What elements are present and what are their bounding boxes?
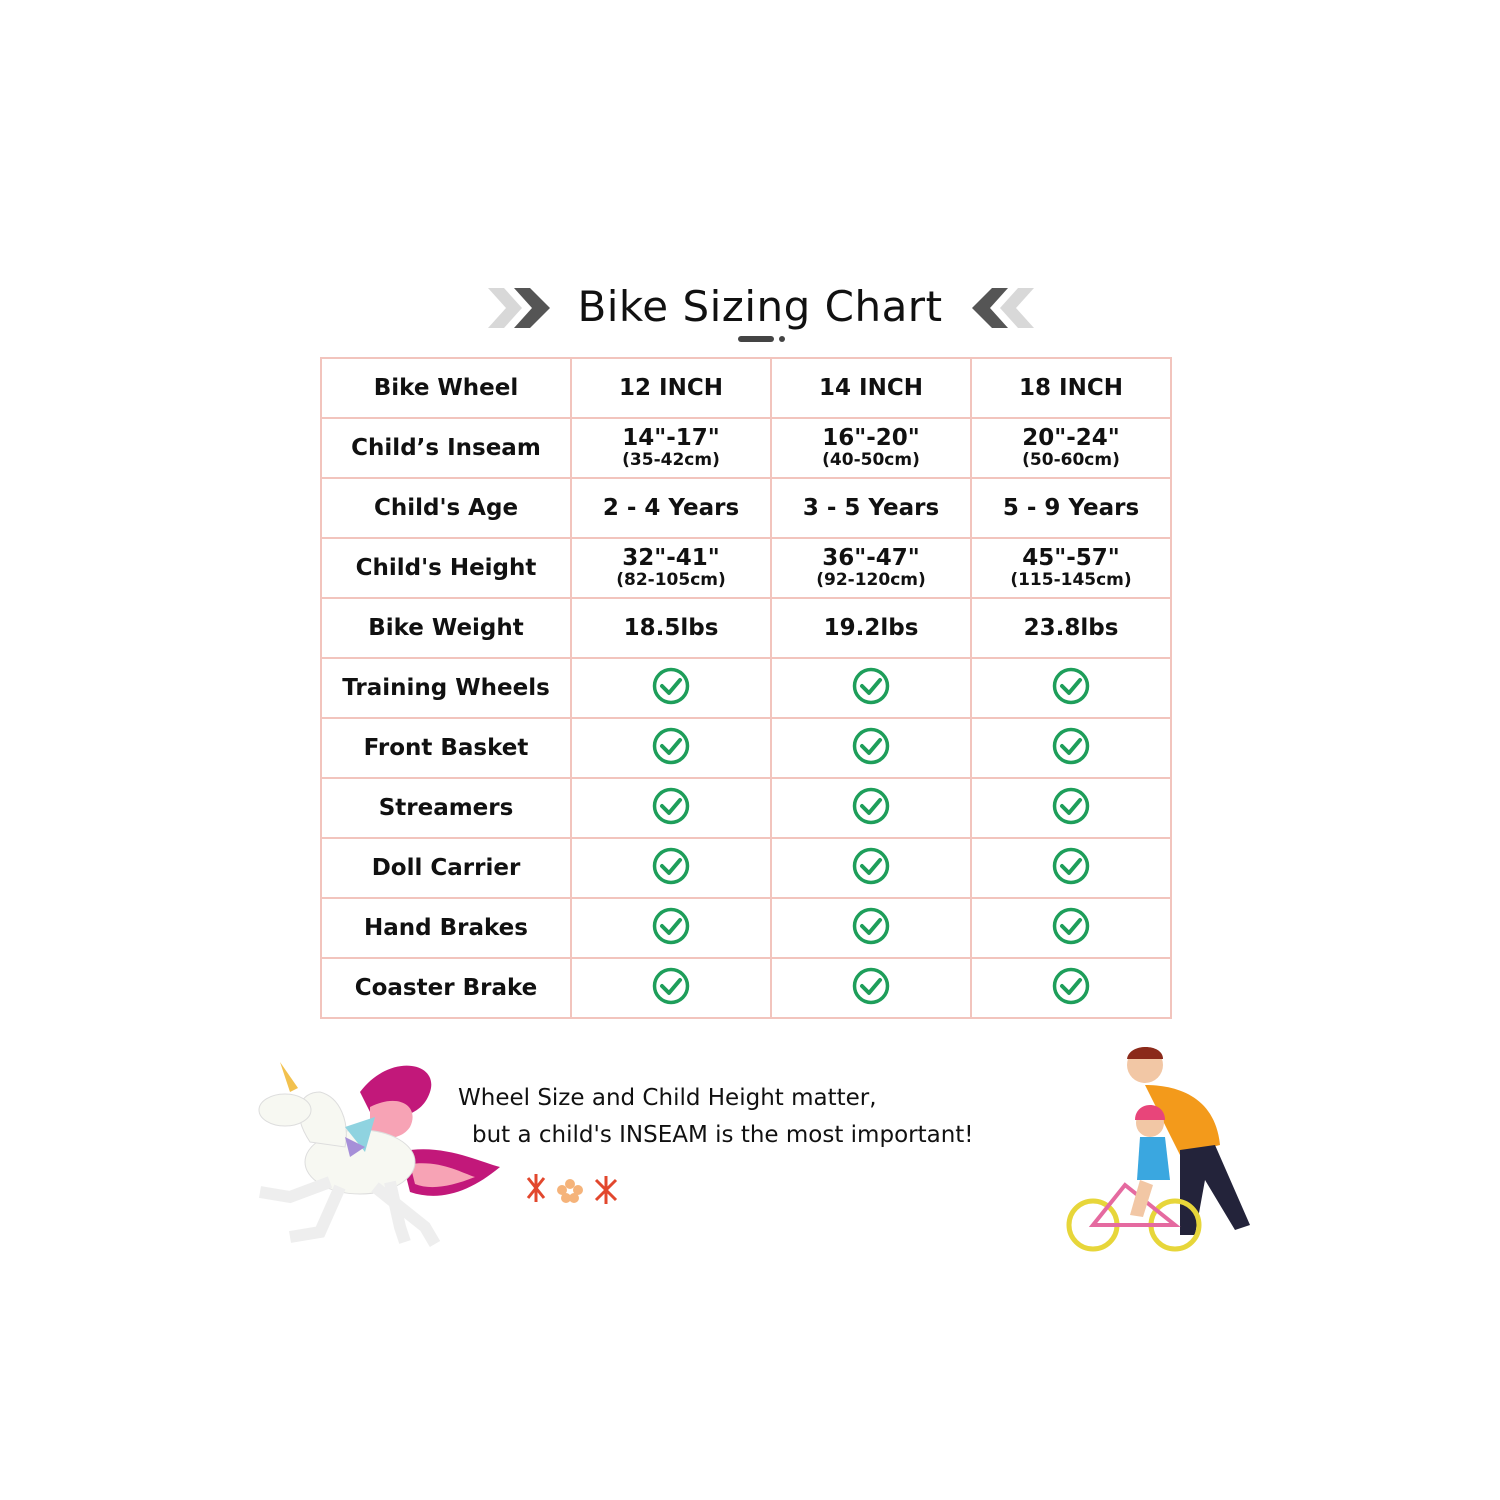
- chevrons-right-icon: [488, 286, 554, 330]
- cell-value: 3 - 5 Years: [802, 494, 940, 521]
- table-row: [321, 778, 1171, 838]
- row-label: Child’s Inseam: [321, 418, 571, 478]
- check-cell: [771, 838, 971, 898]
- cell-value: 18 INCH: [1019, 374, 1123, 401]
- check-cell: [571, 958, 771, 1018]
- value-cell: [771, 418, 971, 478]
- check-circle-icon: [851, 926, 891, 952]
- cell-metric-value: (35-42cm): [622, 450, 720, 470]
- cell-metric-value: (82-105cm): [616, 570, 726, 590]
- value-cell: [571, 598, 771, 658]
- chevrons-left-icon: [968, 286, 1034, 330]
- check-cell: [571, 778, 771, 838]
- note-line-1: Wheel Size and Child Height matter,: [458, 1085, 877, 1111]
- check-circle-icon: [1051, 686, 1091, 712]
- check-cell: [771, 898, 971, 958]
- table-row: [321, 658, 1171, 718]
- cell-metric-value: (92-120cm): [816, 570, 926, 590]
- check-circle-icon: [851, 686, 891, 712]
- row-label: Bike Wheel: [321, 358, 571, 418]
- row-label: Doll Carrier: [321, 838, 571, 898]
- check-circle-icon: [651, 926, 691, 952]
- check-cell: [771, 778, 971, 838]
- check-circle-icon: [651, 686, 691, 712]
- check-circle-icon: [1051, 746, 1091, 772]
- row-label: Front Basket: [321, 718, 571, 778]
- cell-value: 20"-24": [1022, 425, 1120, 451]
- row-label: Child's Height: [321, 538, 571, 598]
- check-circle-icon: [851, 866, 891, 892]
- value-cell: [971, 478, 1171, 538]
- check-circle-icon: [651, 746, 691, 772]
- cell-value: 12 INCH: [619, 374, 723, 401]
- cell-metric-value: (115-145cm): [1010, 570, 1132, 590]
- row-label: Bike Weight: [321, 598, 571, 658]
- cell-value: 16"-20": [822, 425, 920, 451]
- table-row: [321, 598, 1171, 658]
- check-cell: [771, 958, 971, 1018]
- cell-value: 36"-47": [822, 545, 920, 571]
- row-label: Training Wheels: [321, 658, 571, 718]
- table-row: [321, 478, 1171, 538]
- unicorn-illustration: [250, 1052, 505, 1252]
- cell-metric-value: (50-60cm): [1022, 450, 1120, 470]
- value-cell: [971, 598, 1171, 658]
- flowers-decoration: [520, 1172, 625, 1206]
- table-row: [321, 538, 1171, 598]
- cell-value: 5 - 9 Years: [1002, 494, 1140, 521]
- cell-value: 19.2lbs: [823, 614, 919, 641]
- table-row: [321, 358, 1171, 418]
- table-row: [321, 958, 1171, 1018]
- cell-value: 23.8lbs: [1023, 614, 1119, 641]
- check-cell: [971, 778, 1171, 838]
- check-cell: [971, 658, 1171, 718]
- row-label: Streamers: [321, 778, 571, 838]
- table-row: [321, 418, 1171, 478]
- table-row: [321, 898, 1171, 958]
- cell-value: 32"-41": [622, 545, 720, 571]
- check-circle-icon: [1051, 866, 1091, 892]
- check-circle-icon: [651, 986, 691, 1012]
- cell-metric-value: (40-50cm): [822, 450, 920, 470]
- row-label: Coaster Brake: [321, 958, 571, 1018]
- value-cell: [771, 598, 971, 658]
- value-cell: [971, 358, 1171, 418]
- table-row: [321, 718, 1171, 778]
- value-cell: [771, 358, 971, 418]
- value-cell: [971, 538, 1171, 598]
- cell-value: 14 INCH: [819, 374, 923, 401]
- check-circle-icon: [651, 806, 691, 832]
- check-circle-icon: [1051, 926, 1091, 952]
- row-label: Child's Age: [321, 478, 571, 538]
- sizing-table: [320, 357, 1172, 1019]
- value-cell: [971, 418, 1171, 478]
- check-cell: [571, 718, 771, 778]
- check-circle-icon: [1051, 986, 1091, 1012]
- title-underline-decoration: [738, 335, 788, 345]
- value-cell: [571, 538, 771, 598]
- value-cell: [771, 538, 971, 598]
- check-cell: [771, 718, 971, 778]
- check-cell: [971, 838, 1171, 898]
- check-circle-icon: [851, 806, 891, 832]
- cell-value: 14"-17": [622, 425, 720, 451]
- parent-child-bike-illustration: [1065, 1045, 1253, 1253]
- check-circle-icon: [651, 866, 691, 892]
- value-cell: [571, 358, 771, 418]
- check-circle-icon: [1051, 806, 1091, 832]
- check-cell: [971, 718, 1171, 778]
- check-circle-icon: [851, 986, 891, 1012]
- check-cell: [571, 658, 771, 718]
- check-cell: [971, 958, 1171, 1018]
- page-title: Bike Sizing Chart: [577, 282, 943, 331]
- cell-value: 45"-57": [1022, 545, 1120, 571]
- check-cell: [571, 838, 771, 898]
- note-line-2: but a child's INSEAM is the most important!: [472, 1122, 974, 1148]
- value-cell: [571, 418, 771, 478]
- value-cell: [571, 478, 771, 538]
- value-cell: [771, 478, 971, 538]
- check-cell: [571, 898, 771, 958]
- cell-value: 2 - 4 Years: [602, 494, 740, 521]
- cell-value: 18.5lbs: [623, 614, 719, 641]
- check-cell: [971, 898, 1171, 958]
- table-row: [321, 838, 1171, 898]
- check-circle-icon: [851, 746, 891, 772]
- check-cell: [771, 658, 971, 718]
- row-label: Hand Brakes: [321, 898, 571, 958]
